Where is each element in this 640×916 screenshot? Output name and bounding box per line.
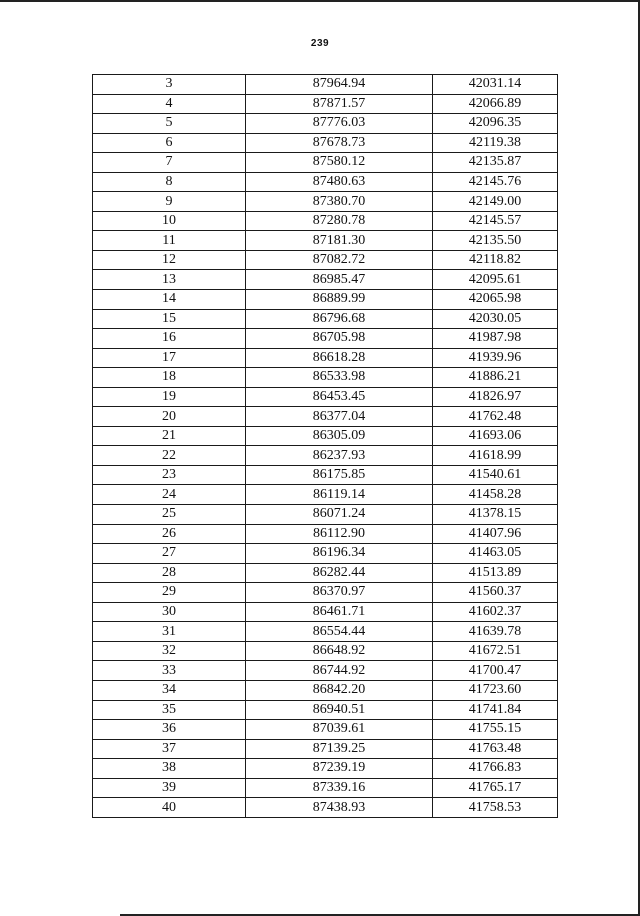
table-row [93, 192, 558, 212]
x-coordinate-cell: 87964.94 [246, 75, 433, 95]
x-coordinate-cell: 87039.61 [246, 720, 433, 740]
y-coordinate-cell: 41765.17 [433, 778, 558, 798]
x-coordinate-cell: 86237.93 [246, 446, 433, 466]
table-row [93, 759, 558, 779]
coordinate-table-body [93, 75, 558, 818]
x-coordinate-cell: 87380.70 [246, 192, 433, 212]
table-row [93, 446, 558, 466]
point-number-cell: 26 [93, 524, 246, 544]
table-row [93, 485, 558, 505]
point-number-cell: 3 [93, 75, 246, 95]
table-row [93, 211, 558, 231]
point-number-cell: 35 [93, 700, 246, 720]
x-coordinate-cell: 86196.34 [246, 544, 433, 564]
point-number-cell: 38 [93, 759, 246, 779]
point-number-cell: 37 [93, 739, 246, 759]
table-row [93, 583, 558, 603]
y-coordinate-cell: 41693.06 [433, 426, 558, 446]
y-coordinate-cell: 42030.05 [433, 309, 558, 329]
x-coordinate-cell: 87181.30 [246, 231, 433, 251]
x-coordinate-cell: 86985.47 [246, 270, 433, 290]
point-number-cell: 34 [93, 680, 246, 700]
x-coordinate-cell: 87678.73 [246, 133, 433, 153]
page-number: 239 [310, 38, 330, 49]
page-edge-top [0, 0, 640, 2]
x-coordinate-cell: 86940.51 [246, 700, 433, 720]
point-number-cell: 33 [93, 661, 246, 681]
point-number-cell: 16 [93, 329, 246, 349]
point-number-cell: 8 [93, 172, 246, 192]
x-coordinate-cell: 86554.44 [246, 622, 433, 642]
y-coordinate-cell: 42095.61 [433, 270, 558, 290]
point-number-cell: 17 [93, 348, 246, 368]
y-coordinate-cell: 41723.60 [433, 680, 558, 700]
y-coordinate-cell: 41741.84 [433, 700, 558, 720]
y-coordinate-cell: 41758.53 [433, 798, 558, 818]
y-coordinate-cell: 42119.38 [433, 133, 558, 153]
table-row [93, 75, 558, 95]
y-coordinate-cell: 41755.15 [433, 720, 558, 740]
table-row [93, 153, 558, 173]
y-coordinate-cell: 41826.97 [433, 387, 558, 407]
table-row [93, 309, 558, 329]
table-row [93, 94, 558, 114]
y-coordinate-cell: 42031.14 [433, 75, 558, 95]
x-coordinate-cell: 87239.19 [246, 759, 433, 779]
y-coordinate-cell: 42149.00 [433, 192, 558, 212]
y-coordinate-cell: 41700.47 [433, 661, 558, 681]
point-number-cell: 36 [93, 720, 246, 740]
y-coordinate-cell: 41886.21 [433, 368, 558, 388]
table-row [93, 250, 558, 270]
table-row [93, 426, 558, 446]
point-number-cell: 25 [93, 505, 246, 525]
table-row [93, 465, 558, 485]
table-row [93, 387, 558, 407]
x-coordinate-cell: 86842.20 [246, 680, 433, 700]
point-number-cell: 24 [93, 485, 246, 505]
point-number-cell: 19 [93, 387, 246, 407]
point-number-cell: 20 [93, 407, 246, 427]
x-coordinate-cell: 86705.98 [246, 329, 433, 349]
point-number-cell: 7 [93, 153, 246, 173]
x-coordinate-cell: 86071.24 [246, 505, 433, 525]
table-row [93, 407, 558, 427]
y-coordinate-cell: 41540.61 [433, 465, 558, 485]
x-coordinate-cell: 87082.72 [246, 250, 433, 270]
x-coordinate-cell: 86370.97 [246, 583, 433, 603]
point-number-cell: 23 [93, 465, 246, 485]
point-number-cell: 15 [93, 309, 246, 329]
point-number-cell: 28 [93, 563, 246, 583]
y-coordinate-cell: 42066.89 [433, 94, 558, 114]
table-row [93, 524, 558, 544]
x-coordinate-cell: 87139.25 [246, 739, 433, 759]
point-number-cell: 22 [93, 446, 246, 466]
y-coordinate-cell: 41763.48 [433, 739, 558, 759]
table-row [93, 231, 558, 251]
table-row [93, 348, 558, 368]
table-row [93, 700, 558, 720]
point-number-cell: 14 [93, 290, 246, 310]
point-number-cell: 11 [93, 231, 246, 251]
point-number-cell: 6 [93, 133, 246, 153]
y-coordinate-cell: 41766.83 [433, 759, 558, 779]
table-row [93, 505, 558, 525]
y-coordinate-cell: 42065.98 [433, 290, 558, 310]
y-coordinate-cell: 42096.35 [433, 114, 558, 134]
table-row [93, 114, 558, 134]
table-row [93, 680, 558, 700]
y-coordinate-cell: 41672.51 [433, 641, 558, 661]
point-number-cell: 39 [93, 778, 246, 798]
x-coordinate-cell: 87339.16 [246, 778, 433, 798]
y-coordinate-cell: 41939.96 [433, 348, 558, 368]
y-coordinate-cell: 42118.82 [433, 250, 558, 270]
table-row [93, 270, 558, 290]
table-row [93, 544, 558, 564]
x-coordinate-cell: 86533.98 [246, 368, 433, 388]
y-coordinate-cell: 41762.48 [433, 407, 558, 427]
point-number-cell: 18 [93, 368, 246, 388]
point-number-cell: 31 [93, 622, 246, 642]
point-number-cell: 9 [93, 192, 246, 212]
y-coordinate-cell: 41407.96 [433, 524, 558, 544]
y-coordinate-cell: 41378.15 [433, 505, 558, 525]
y-coordinate-cell: 41458.28 [433, 485, 558, 505]
table-row [93, 739, 558, 759]
table-row [93, 602, 558, 622]
x-coordinate-cell: 87776.03 [246, 114, 433, 134]
point-number-cell: 27 [93, 544, 246, 564]
point-number-cell: 4 [93, 94, 246, 114]
point-number-cell: 10 [93, 211, 246, 231]
table-row [93, 133, 558, 153]
y-coordinate-cell: 41618.99 [433, 446, 558, 466]
point-number-cell: 40 [93, 798, 246, 818]
y-coordinate-cell: 41560.37 [433, 583, 558, 603]
table-row [93, 290, 558, 310]
x-coordinate-cell: 86119.14 [246, 485, 433, 505]
x-coordinate-cell: 86112.90 [246, 524, 433, 544]
table-row [93, 778, 558, 798]
y-coordinate-cell: 41463.05 [433, 544, 558, 564]
point-number-cell: 29 [93, 583, 246, 603]
point-number-cell: 12 [93, 250, 246, 270]
y-coordinate-cell: 42145.76 [433, 172, 558, 192]
y-coordinate-cell: 41602.37 [433, 602, 558, 622]
y-coordinate-cell: 42145.57 [433, 211, 558, 231]
x-coordinate-cell: 87580.12 [246, 153, 433, 173]
x-coordinate-cell: 86453.45 [246, 387, 433, 407]
y-coordinate-cell: 41987.98 [433, 329, 558, 349]
point-number-cell: 5 [93, 114, 246, 134]
x-coordinate-cell: 87438.93 [246, 798, 433, 818]
x-coordinate-cell: 86618.28 [246, 348, 433, 368]
y-coordinate-cell: 42135.50 [433, 231, 558, 251]
x-coordinate-cell: 86282.44 [246, 563, 433, 583]
table-row [93, 368, 558, 388]
y-coordinate-cell: 41639.78 [433, 622, 558, 642]
table-row [93, 329, 558, 349]
x-coordinate-cell: 86305.09 [246, 426, 433, 446]
table-row [93, 563, 558, 583]
x-coordinate-cell: 86744.92 [246, 661, 433, 681]
point-number-cell: 21 [93, 426, 246, 446]
point-number-cell: 30 [93, 602, 246, 622]
table-row [93, 172, 558, 192]
x-coordinate-cell: 87280.78 [246, 211, 433, 231]
point-number-cell: 32 [93, 641, 246, 661]
x-coordinate-cell: 86461.71 [246, 602, 433, 622]
x-coordinate-cell: 87480.63 [246, 172, 433, 192]
coordinate-table [92, 74, 558, 818]
x-coordinate-cell: 86175.85 [246, 465, 433, 485]
x-coordinate-cell: 86796.68 [246, 309, 433, 329]
table-row [93, 622, 558, 642]
table-row [93, 641, 558, 661]
table-row [93, 661, 558, 681]
x-coordinate-cell: 86377.04 [246, 407, 433, 427]
table-row [93, 720, 558, 740]
x-coordinate-cell: 87871.57 [246, 94, 433, 114]
point-number-cell: 13 [93, 270, 246, 290]
x-coordinate-cell: 86889.99 [246, 290, 433, 310]
x-coordinate-cell: 86648.92 [246, 641, 433, 661]
y-coordinate-cell: 42135.87 [433, 153, 558, 173]
y-coordinate-cell: 41513.89 [433, 563, 558, 583]
table-row [93, 798, 558, 818]
